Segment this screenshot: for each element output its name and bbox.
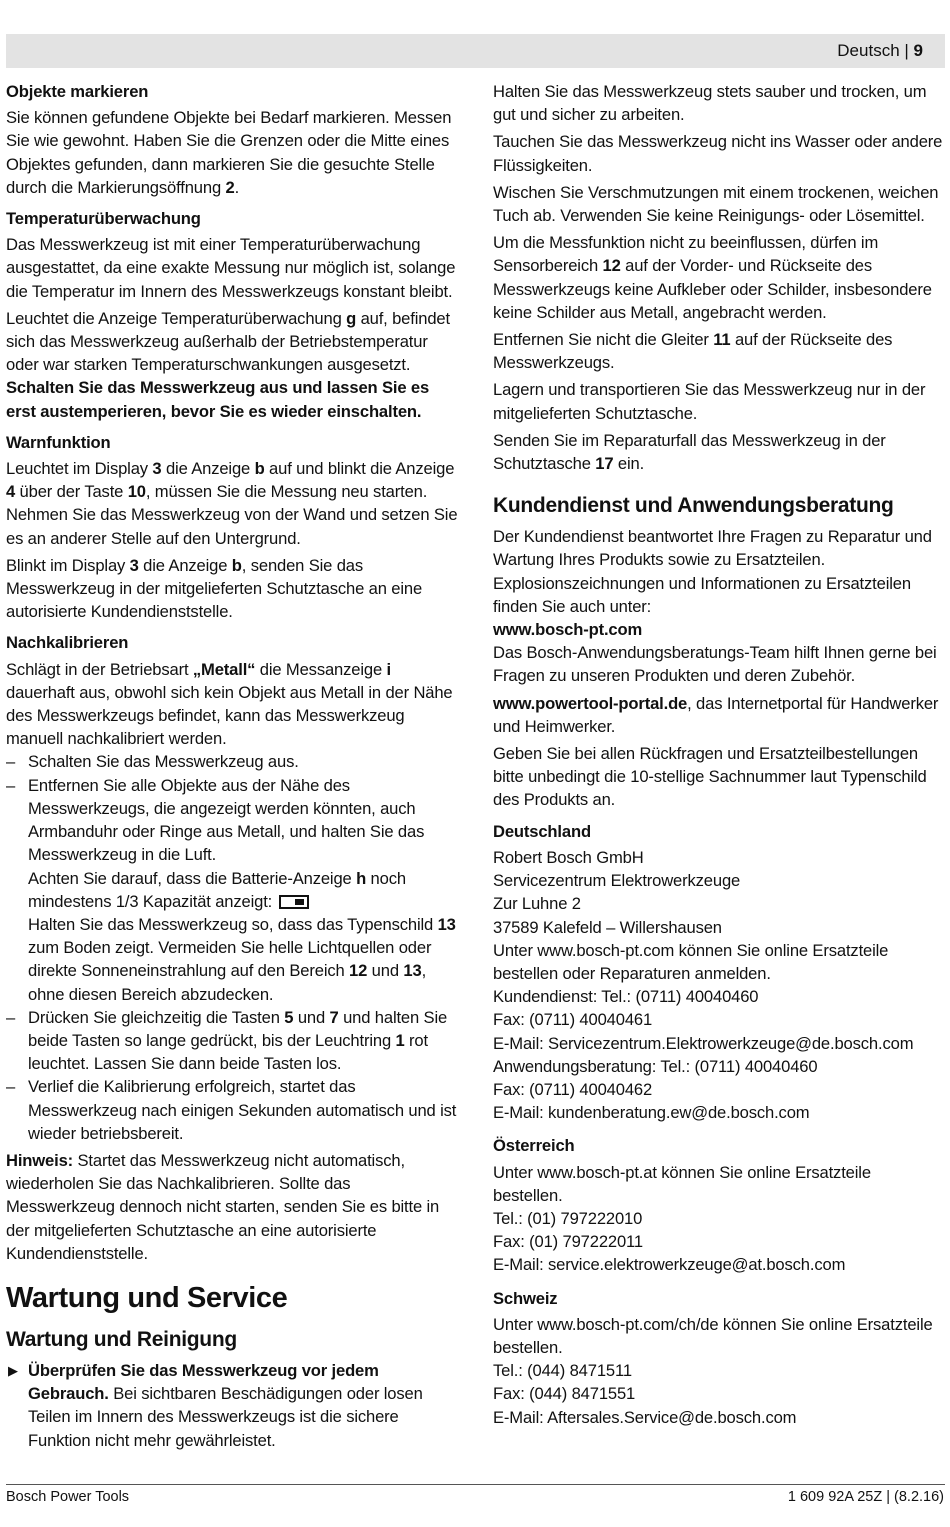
paragraph-nach-1: Schlägt in der Betriebsart „Metall“ die Messanzeige i dauerhaft aus, obwohl sich kein Objekt aus Metall in der Nähe des Messwerkzeugs befindet, kann das Messwerkzeug manuell nachkalibriert werden.: [6, 659, 453, 749]
header-page-label: [837, 41, 923, 61]
address-line: Servicezentrum Elektrowerkzeuge: [493, 871, 741, 891]
paragraph-care-2: Tauchen Sie das Messwerkzeug nicht ins Wasser oder andere Flüssigkeiten.: [493, 132, 943, 175]
address-line: Fax: (0711) 40040462: [493, 1079, 653, 1099]
right-column: [493, 80, 943, 1429]
paragraph-care-7: Senden Sie im Reparaturfall das Messwerkzeug in der Schutztasche 17 ein.: [493, 430, 886, 474]
paragraph-temp-2: Leuchtet die Anzeige Temperaturüberwachung g auf, befindet sich das Messwerkzeug außerhalb der Betriebstemperatur oder war starken Temperaturschwankungen ausgesetzt. Schalten Sie das Messwerkzeug aus und lassen Sie es erst austemperieren, bevor Sie es wieder einschalten.: [6, 308, 450, 421]
address-line: Fax: (044) 8471551: [493, 1384, 636, 1404]
address-line: Anwendungsberatung: Tel.: (0711) 40040460: [493, 1056, 818, 1076]
heading-objekte-markieren: Objekte markieren: [6, 82, 149, 101]
battery-icon: [279, 895, 309, 909]
address-line: Tel.: (01) 797222010: [493, 1208, 643, 1228]
header-separator: |: [899, 41, 914, 60]
paragraph-kd-3: www.powertool-portal.de, das Internetportal für Handwerker und Heimwerker.: [493, 693, 939, 736]
paragraph-care-5: Entfernen Sie nicht die Gleiter 11 auf der Rückseite des Messwerkzeugs.: [493, 330, 893, 373]
paragraph-temp-1: Das Messwerkzeug ist mit einer Temperaturüberwachung ausgestattet, da eine exakte Messung nur möglich ist, solange die Temperatur im Innern des Messwerkzeugs konstant bleibt.: [6, 235, 456, 301]
footer-divider: [6, 1484, 945, 1485]
address-line: Robert Bosch GmbH: [493, 847, 644, 867]
footer-doc-number: 1 609 92A 25Z | (8.2.16): [787, 1489, 944, 1505]
list-item: – Verlief die Kalibrierung erfolgreich, startet das Messwerkzeug nach einigen Sekunden automatisch und ist wieder betriebsbereit.: [6, 1075, 458, 1145]
page-header: [6, 34, 945, 68]
address-line: Unter www.bosch-pt.com/ch/de können Sie online Ersatzteile bestellen.: [493, 1314, 933, 1357]
heading-temperaturueberwachung: Temperaturüberwachung: [6, 209, 201, 229]
footer-brand: Bosch Power Tools: [6, 1489, 130, 1505]
paragraph-kd-1: Der Kundendienst beantwortet Ihre Fragen zu Reparatur und Wartung Ihres Produkts sowie zu Ersatzteilen. Explosionszeichnungen und Informationen zu Ersatzteilen finden Sie auch unter:: [493, 527, 932, 616]
paragraph-kd-4: Geben Sie bei allen Rückfragen und Ersatzteilbestellungen bitte unbedingt die 10-stellige Sachnummer laut Typenschild des Produkts an.: [493, 744, 927, 810]
address-line: E-Mail: Servicezentrum.Elektrowerkzeuge@de.bosch.com: [493, 1033, 914, 1053]
paragraph-care-1: Halten Sie das Messwerkzeug stets sauber und trocken, um gut und sicher zu arbeiten.: [493, 82, 927, 125]
heading-kundendienst: Kundendienst und Anwendungsberatung: [493, 494, 894, 518]
header-language: Deutsch: [837, 41, 900, 60]
address-line: Unter www.bosch-pt.at können Sie online Ersatzteile bestellen.: [493, 1162, 871, 1205]
address-line: E-Mail: kundenberatung.ew@de.bosch.com: [493, 1103, 810, 1123]
hint-paragraph: Hinweis: Startet das Messwerkzeug nicht automatisch, wiederholen Sie das Nachkalibrieren. Sollte das Messwerkzeug dennoch nicht starten, senden Sie es bitte in der mitgelieferten Schutztasche an eine autorisierte Kundendienststelle.: [6, 1150, 440, 1263]
address-line: E-Mail: service.elektrowerkzeuge@at.bosch.com: [493, 1255, 846, 1275]
heading-oesterreich: Österreich: [493, 1136, 575, 1156]
heading-schweiz: Schweiz: [493, 1288, 558, 1308]
paragraph-warn-2: Blinkt im Display 3 die Anzeige b, senden Sie das Messwerkzeug in der mitgelieferten Schutztasche an eine autorisierte Kundendienststelle.: [6, 555, 423, 622]
address-line: Fax: (01) 797222011: [493, 1232, 643, 1252]
address-line: Kundendienst: Tel.: (0711) 40040460: [493, 987, 759, 1007]
address-deutschland: [493, 846, 943, 1124]
heading-nachkalibrieren: Nachkalibrieren: [6, 633, 129, 653]
page-number: 9: [913, 41, 923, 60]
address-line: E-Mail: Aftersales.Service@de.bosch.com: [493, 1407, 797, 1427]
heading-deutschland: Deutschland: [493, 821, 591, 841]
address-schweiz: [493, 1313, 943, 1429]
link-powertool-portal[interactable]: www.powertool-portal.de: [493, 693, 688, 713]
heading-wartung-und-reinigung: Wartung und Reinigung: [6, 1327, 237, 1351]
paragraph-care-3: Wischen Sie Verschmutzungen mit einem trockenen, weichen Tuch ab. Verwenden Sie keine Reinigungs- oder Lösemittel.: [493, 182, 939, 226]
link-bosch-pt[interactable]: www.bosch-pt.com: [493, 620, 643, 640]
address-line: Tel.: (044) 8471511: [493, 1361, 632, 1381]
heading-warnfunktion: Warnfunktion: [6, 432, 111, 452]
list-item: – Entfernen Sie alle Objekte aus der Nähe des Messwerkzeugs, die angezeigt werden könnten, auch Armbanduhr oder Ringe aus Metall, und halten Sie das Messwerkzeug in die Luft. Achten Sie darauf, dass die Batterie-Anzeige h noch mindestens 1/3 Kapazität anzeigt: Halten Sie das Messwerkzeug so, dass das Typenschild 13 zum Boden zeigt. Vermeiden Sie helle Lichtquellen oder direkte Sonneneinstrahlung auf den Bereich 12 und 13, ohne diesen Bereich abzudecken.: [6, 774, 458, 1006]
paragraph-kd-2: Das Bosch-Anwendungsberatungs-Team hilft Ihnen gerne bei Fragen zu unseren Produkten und deren Zubehör.: [493, 643, 937, 686]
address-line: 37589 Kalefeld – Willershausen: [493, 917, 722, 937]
bullet-paragraph-check: ▶ Überprüfen Sie das Messwerkzeug vor jedem Gebrauch. Bei sichtbaren Beschädigungen oder losen Teilen im Innern des Messwerkzeugs ist die sichere Funktion nicht mehr gewährleistet.: [6, 1359, 458, 1452]
address-oesterreich: [493, 1161, 943, 1277]
list-item: – Schalten Sie das Messwerkzeug aus.: [6, 750, 458, 773]
calibration-steps-list: [6, 750, 458, 1144]
address-line: Zur Luhne 2: [493, 894, 581, 914]
paragraph-objekte: Sie können gefundene Objekte bei Bedarf markieren. Messen Sie wie gewohnt. Haben Sie die Grenzen oder die Mitte eines Objektes gefunden, dann markieren Sie die gesuchte Stelle durch die Markierungsöffnung 2.: [6, 108, 452, 197]
paragraph-care-4: Um die Messfunktion nicht zu beeinflussen, dürfen im Sensorbereich 12 auf der Vorder- und Rückseite des Messwerkzeugs keine Aufkleber oder Schilder, insbesondere keine Schilder aus Metall, angebracht werden.: [493, 233, 932, 322]
address-line: Unter www.bosch-pt.com können Sie online Ersatzteile bestellen oder Reparaturen anmelden.: [493, 940, 889, 983]
list-item: – Drücken Sie gleichzeitig die Tasten 5 und 7 und halten Sie beide Tasten so lange gedrückt, bis der Leuchtring 1 rot leuchtet. Lassen Sie dann beide Tasten los.: [6, 1006, 458, 1076]
address-line: Fax: (0711) 40040461: [493, 1010, 653, 1030]
paragraph-warn-1: Leuchtet im Display 3 die Anzeige b auf und blinkt die Anzeige 4 über der Taste 10, müssen Sie die Messung neu starten. Nehmen Sie das Messwerkzeug von der Wand und setzen Sie es an anderer Stelle auf den Untergrund.: [6, 459, 458, 548]
paragraph-care-6: Lagern und transportieren Sie das Messwerkzeug nur in der mitgelieferten Schutztasche.: [493, 380, 926, 423]
heading-wartung-und-service: Wartung und Service: [6, 1281, 288, 1314]
left-column: [6, 80, 458, 1456]
